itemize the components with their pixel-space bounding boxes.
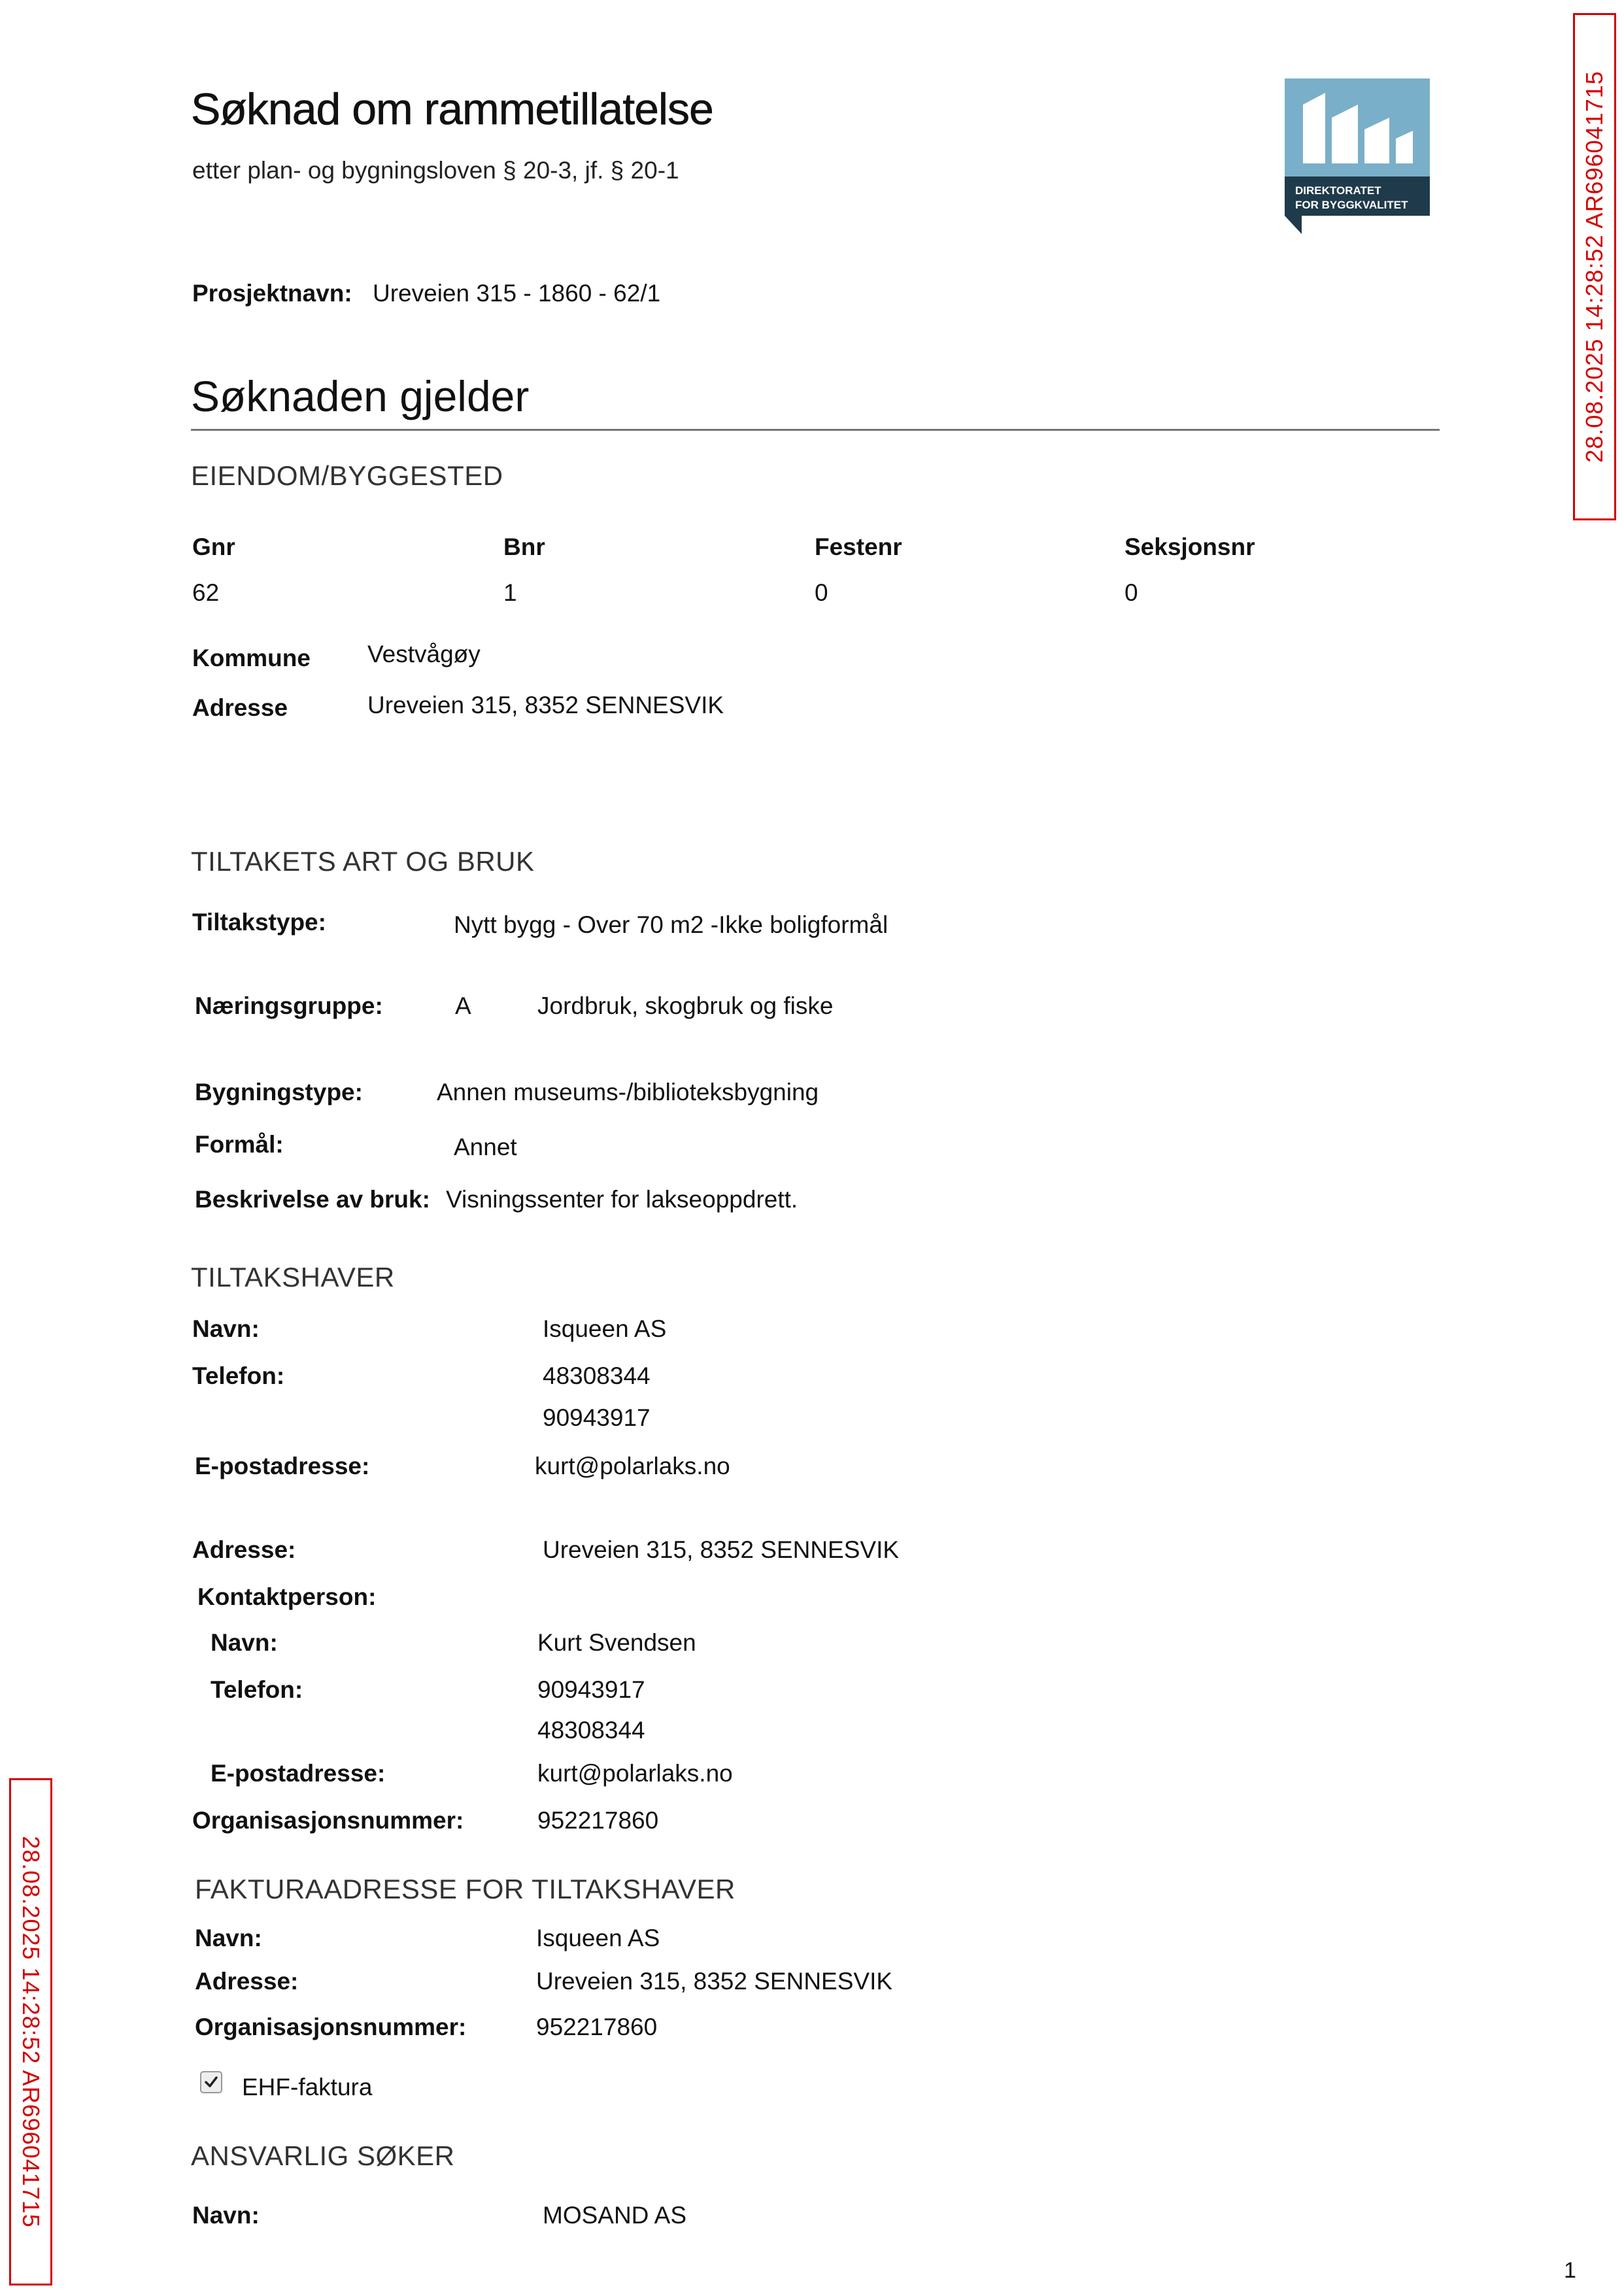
logo-text-2: FOR BYGGKVALITET — [1295, 199, 1408, 211]
seksjonsnr-value: 0 — [1125, 579, 1138, 606]
section-property: EIENDOM/BYGGESTED — [191, 460, 503, 491]
beskrivelse-label: Beskrivelse av bruk: — [195, 1186, 430, 1213]
naeringsgruppe-code: A — [455, 992, 471, 1019]
applicant-navn-label: Navn: — [192, 2202, 260, 2229]
building-logo-icon — [1285, 78, 1430, 235]
project-label: Prosjektnavn: — [192, 280, 352, 307]
festenr-label: Festenr — [815, 533, 902, 560]
applicant-navn-value: MOSAND AS — [543, 2202, 686, 2229]
kontakt-navn-value: Kurt Svendsen — [537, 1629, 696, 1656]
page-title: Søknad om rammetillatelse — [191, 84, 713, 134]
invoice-navn-label: Navn: — [195, 1925, 262, 1951]
adresse-value: Ureveien 315, 8352 SENNESVIK — [367, 692, 724, 718]
kontakt-epost-label: E-postadresse: — [211, 1760, 386, 1787]
owner-epost-value: kurt@polarlaks.no — [535, 1453, 730, 1479]
kontakt-epost-value: kurt@polarlaks.no — [537, 1760, 733, 1787]
naeringsgruppe-label: Næringsgruppe: — [195, 992, 383, 1019]
section-applicant: ANSVARLIG SØKER — [191, 2140, 455, 2171]
bygningstype-value: Annen museums-/biblioteksbygning — [437, 1079, 819, 1105]
bygningstype-label: Bygningstype: — [195, 1079, 363, 1105]
owner-epost-label: E-postadresse: — [195, 1453, 370, 1479]
invoice-orgnr-value: 952217860 — [536, 2014, 658, 2040]
heading-divider — [191, 429, 1440, 431]
invoice-adresse-label: Adresse: — [195, 1968, 299, 1995]
owner-navn-label: Navn: — [192, 1315, 260, 1342]
kontakt-telefon-value-1: 90943917 — [537, 1676, 645, 1703]
festenr-value: 0 — [815, 579, 828, 606]
owner-navn-value: Isqueen AS — [543, 1315, 667, 1342]
page-number: 1 — [1564, 2258, 1576, 2283]
ehf-checkbox[interactable] — [200, 2071, 222, 2093]
ehf-label: EHF-faktura — [242, 2074, 373, 2100]
invoice-navn-value: Isqueen AS — [536, 1925, 660, 1951]
formal-label: Formål: — [195, 1131, 284, 1158]
adresse-label: Adresse — [192, 694, 288, 721]
kontakt-navn-label: Navn: — [211, 1629, 278, 1656]
tiltakstype-label: Tiltakstype: — [192, 909, 326, 936]
naeringsgruppe-value: Jordbruk, skogbruk og fiske — [537, 992, 834, 1019]
logo-text-1: DIREKTORATET — [1295, 184, 1381, 197]
formal-value: Annet — [454, 1134, 517, 1160]
checkmark-icon — [203, 2074, 219, 2090]
owner-orgnr-label: Organisasjonsnummer: — [192, 1807, 464, 1834]
kontakt-telefon-label: Telefon: — [211, 1676, 303, 1703]
kommune-label: Kommune — [192, 645, 311, 671]
dibk-logo — [1285, 78, 1430, 235]
owner-telefon-label: Telefon: — [192, 1362, 285, 1389]
section-invoice: FAKTURAADRESSE FOR TILTAKSHAVER — [195, 1874, 736, 1904]
timestamp-stamp-top: 28.08.2025 14:28:52 AR696041715 — [1573, 13, 1616, 520]
beskrivelse-value: Visningssenter for lakseoppdrett. — [446, 1186, 798, 1213]
project-value: Ureveien 315 - 1860 - 62/1 — [373, 280, 661, 307]
section-heading-main: Søknaden gjelder — [191, 372, 530, 420]
kommune-value: Vestvågøy — [367, 641, 481, 667]
owner-adresse-value: Ureveien 315, 8352 SENNESVIK — [543, 1536, 900, 1563]
page-subtitle: etter plan- og bygningsloven § 20-3, jf. § 20-1 — [192, 157, 679, 184]
timestamp-stamp-bottom: 28.08.2025 14:28:52 AR696041715 — [9, 1778, 52, 2286]
bnr-label: Bnr — [503, 533, 545, 560]
gnr-label: Gnr — [192, 533, 235, 560]
owner-telefon-value-2: 90943917 — [543, 1404, 651, 1431]
seksjonsnr-label: Seksjonsnr — [1125, 533, 1255, 560]
invoice-adresse-value: Ureveien 315, 8352 SENNESVIK — [536, 1968, 893, 1995]
kontakt-telefon-value-2: 48308344 — [537, 1717, 645, 1744]
owner-adresse-label: Adresse: — [192, 1536, 296, 1563]
invoice-orgnr-label: Organisasjonsnummer: — [195, 2014, 467, 2040]
section-owner: TILTAKSHAVER — [191, 1262, 395, 1292]
section-measure: TILTAKETS ART OG BRUK — [191, 846, 535, 877]
bnr-value: 1 — [503, 579, 517, 606]
kontaktperson-label: Kontaktperson: — [197, 1583, 377, 1610]
tiltakstype-value: Nytt bygg - Over 70 m2 -Ikke boligformål — [454, 911, 888, 938]
gnr-value: 62 — [192, 579, 220, 606]
owner-orgnr-value: 952217860 — [537, 1807, 659, 1834]
owner-telefon-value-1: 48308344 — [543, 1362, 651, 1389]
